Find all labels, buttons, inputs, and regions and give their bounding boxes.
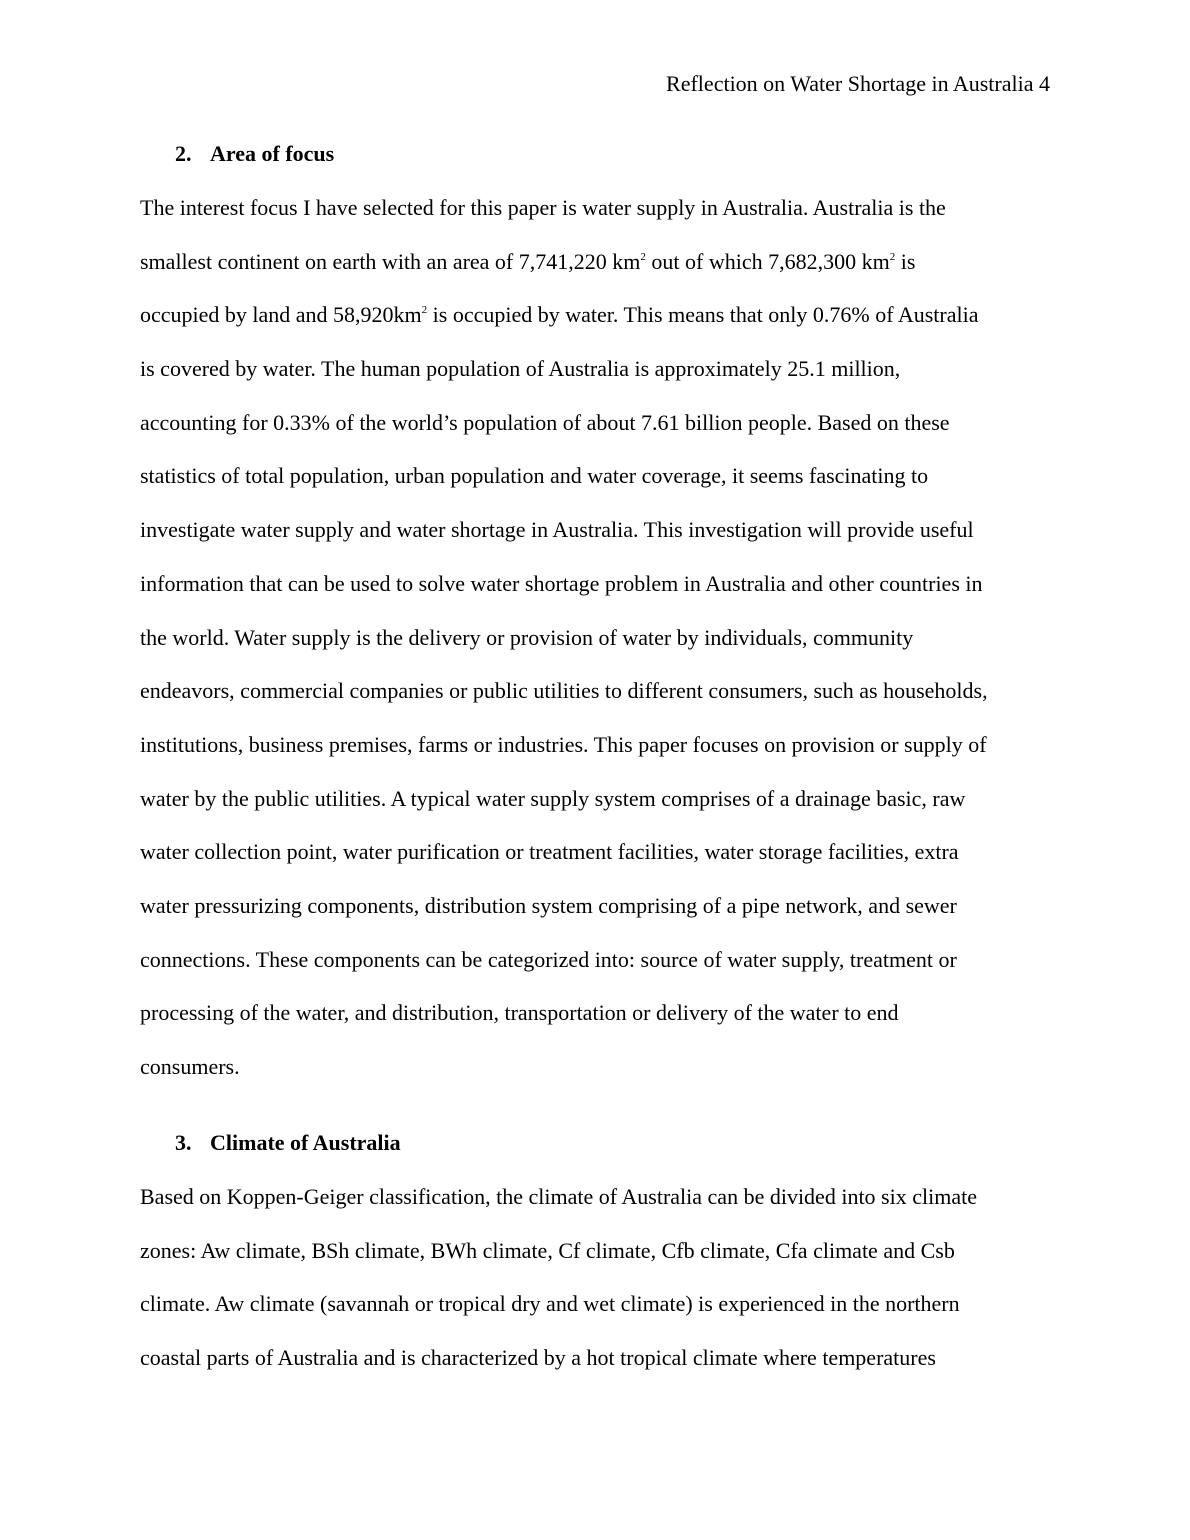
section-title: Area of focus xyxy=(210,141,335,166)
paragraph-line: connections. These components can be categorized into: source of water supply, treatment or xyxy=(140,946,957,972)
paragraph-line: coastal parts of Australia and is characterized by a hot tropical climate where temperatures xyxy=(140,1345,936,1371)
section-heading-area-of-focus xyxy=(175,141,334,167)
paragraph-line: zones: Aw climate, BSh climate, BWh climate, Cf climate, Cfb climate, Cfa climate and Csb xyxy=(140,1237,955,1263)
paragraph-line: Based on Koppen-Geiger classification, the climate of Australia can be divided into six climate xyxy=(140,1184,977,1209)
paragraph-line: water by the public utilities. A typical water supply system comprises of a drainage basic, raw xyxy=(140,785,966,811)
paragraph-line: consumers. xyxy=(140,1054,240,1079)
section-number: 3. xyxy=(175,1130,192,1155)
text-run: occupied by land and 58,920km xyxy=(140,302,422,328)
paragraph-line: accounting for 0.33% of the world’s population of about 7.61 billion people. Based on these xyxy=(140,409,950,435)
paragraph-line: climate. Aw climate (savannah or tropical dry and wet climate) is experienced in the northern xyxy=(140,1291,960,1317)
paragraph-line xyxy=(140,249,988,303)
section-title: Climate of Australia xyxy=(210,1130,401,1155)
paragraph-area-of-focus xyxy=(140,195,988,1108)
superscript: 2 xyxy=(889,250,896,263)
superscript: 2 xyxy=(640,250,646,263)
paragraph-line: water pressurizing components, distribution system comprising of a pipe network, and sewer xyxy=(140,892,957,918)
section-heading-climate xyxy=(175,1130,401,1156)
page-number: 4 xyxy=(1039,71,1050,96)
paragraph-line: statistics of total population, urban population and water coverage, it seems fascinating to xyxy=(140,463,929,489)
text-run: smallest continent on earth with an area of 7,741,220 km xyxy=(140,248,641,274)
paragraph-line xyxy=(140,302,988,356)
text-run: out of which 7,682,300 km xyxy=(645,248,890,274)
paragraph-line: the world. Water supply is the delivery or provision of water by individuals, community xyxy=(140,624,914,650)
paragraph-line: information that can be used to solve water shortage problem in Australia and other countries in xyxy=(140,570,983,596)
paragraph-line: water collection point, water purification or treatment facilities, water storage facilities, extra xyxy=(140,839,959,865)
paragraph-line: is covered by water. The human population of Australia is approximately 25.1 million, xyxy=(140,356,901,382)
superscript: 2 xyxy=(421,304,428,317)
paragraph-line: The interest focus I have selected for this paper is water supply in Australia. Australia is the xyxy=(140,195,946,220)
paragraph-line: endeavors, commercial companies or public utilities to different consumers, such as households, xyxy=(140,678,988,704)
paragraph-line: processing of the water, and distribution, transportation or delivery of the water to end xyxy=(140,1000,899,1026)
text-run: is occupied by water. This means that only 0.76% of Australia xyxy=(427,302,979,328)
section-number: 2. xyxy=(175,141,192,166)
paragraph-line: investigate water supply and water shortage in Australia. This investigation will provide useful xyxy=(140,517,974,543)
paragraph-climate xyxy=(140,1184,977,1399)
running-head xyxy=(666,71,1050,97)
text-run: is xyxy=(895,248,916,274)
running-title: Reflection on Water Shortage in Australia xyxy=(666,71,1034,96)
paragraph-line: institutions, business premises, farms or industries. This paper focuses on provision or supply of xyxy=(140,731,987,757)
